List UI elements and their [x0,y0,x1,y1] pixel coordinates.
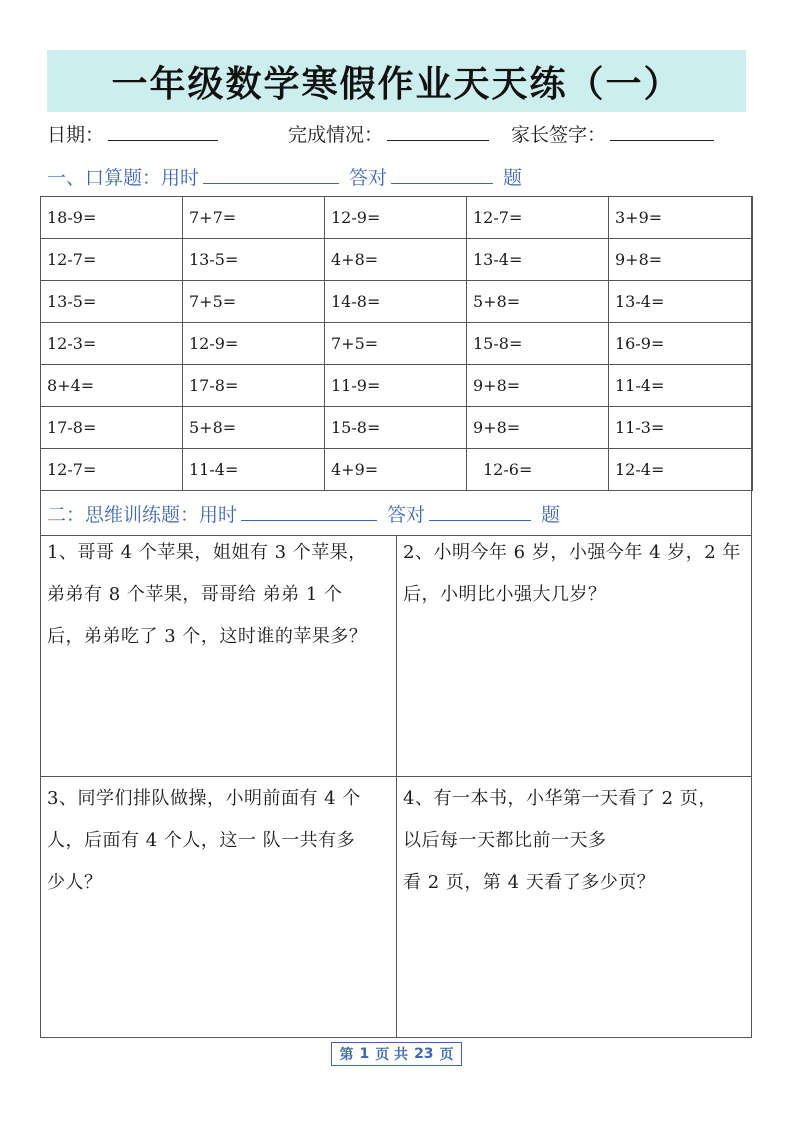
arithmetic-cell[interactable]: 16-9= [609,323,753,365]
problem-line: 3、同学们排队做操，小明前面有 4 个 [47,788,361,809]
problem-line: 4、有一本书，小华第一天看了 2 页， [403,788,717,809]
arithmetic-cell[interactable]: 4+9= [325,449,467,491]
date-blank[interactable] [108,122,218,141]
problem-line: 人，后面有 4 个人，这一 队一共有多 [47,830,356,851]
arithmetic-cell[interactable]: 5+8= [467,281,609,323]
arithmetic-cell[interactable]: 11-4= [609,365,753,407]
arithmetic-cell[interactable]: 11-4= [183,449,325,491]
page-title: 一年级数学寒假作业天天练（一） [111,63,682,105]
section1-correct-label: 答对 [349,167,388,189]
arithmetic-cell[interactable]: 13-4= [609,281,753,323]
arithmetic-cell[interactable]: 12-6= [467,449,609,491]
page-mid: 页 共 [375,1047,409,1063]
completion-blank[interactable] [387,122,489,141]
parent-signature-field[interactable] [511,120,714,147]
table-row [41,197,753,239]
table-row [41,407,753,449]
problem-1[interactable] [47,532,392,658]
parent-signature-label: 家长签字： [511,124,607,146]
problem-line: 看 2 页，第 4 天看了多少页？ [403,872,656,893]
section2-correct-label: 答对 [387,504,426,526]
page-indicator [331,1042,462,1066]
arithmetic-cell[interactable]: 7+5= [183,281,325,323]
divider-line [396,535,397,1038]
arithmetic-cell[interactable]: 11-9= [325,365,467,407]
problem-2[interactable] [403,532,748,616]
arithmetic-cell[interactable]: 12-3= [41,323,183,365]
table-row [41,449,753,491]
problem-line: 少人？ [47,872,103,893]
info-row [47,120,747,150]
problem-line: 1、哥哥 4 个苹果，姐姐有 3 个苹果， [47,542,367,563]
arithmetic-cell[interactable]: 9+8= [467,407,609,449]
section2-unit: 题 [541,504,561,526]
arithmetic-cell[interactable]: 9+8= [467,365,609,407]
arithmetic-cell[interactable]: 13-5= [183,239,325,281]
arithmetic-cell[interactable]: 17-8= [183,365,325,407]
date-field[interactable] [47,120,218,147]
arithmetic-cell[interactable]: 15-8= [325,407,467,449]
section1-time-blank[interactable] [203,163,339,184]
arithmetic-cell[interactable]: 4+8= [325,239,467,281]
title-banner [47,50,746,112]
problem-line: 2、小明今年 6 岁，小强今年 4 岁，2 年 [403,542,741,563]
arithmetic-cell[interactable]: 7+5= [325,323,467,365]
arithmetic-table [40,196,753,491]
page-suffix: 页 [439,1047,454,1063]
table-row [41,365,753,407]
section2-heading [47,500,560,527]
completion-label: 完成情况： [288,124,384,146]
section1-heading [47,163,522,190]
arithmetic-cell[interactable]: 5+8= [183,407,325,449]
parent-signature-blank[interactable] [610,122,714,141]
arithmetic-cell[interactable]: 8+4= [41,365,183,407]
section2-label: 二：思维训练题：用时 [47,504,238,526]
section1-label: 一、口算题：用时 [47,167,200,189]
section1-correct-blank[interactable] [391,163,493,184]
section2-correct-blank[interactable] [429,500,531,521]
arithmetic-cell[interactable]: 14-8= [325,281,467,323]
table-row [41,323,753,365]
arithmetic-cell[interactable]: 12-7= [41,239,183,281]
problem-3[interactable] [47,778,392,904]
table-row [41,239,753,281]
problem-4[interactable] [403,778,748,904]
table-row [41,281,753,323]
problem-line: 弟弟有 8 个苹果，哥哥给 弟弟 1 个 [47,584,343,605]
page-prefix: 第 [339,1047,354,1063]
problem-line: 后，小明比小强大几岁？ [403,584,607,605]
problem-line: 以后每一天都比前一天多 [403,830,607,851]
completion-field[interactable] [288,120,489,147]
arithmetic-cell[interactable]: 15-8= [467,323,609,365]
problem-line: 后，弟弟吃了 3 个，这时谁的苹果多？ [47,626,368,647]
arithmetic-cell[interactable]: 12-7= [41,449,183,491]
section2-time-blank[interactable] [241,500,377,521]
arithmetic-cell[interactable]: 11-3= [609,407,753,449]
page-total: 23 [414,1046,434,1062]
arithmetic-cell[interactable]: 12-7= [467,197,609,239]
arithmetic-cell[interactable]: 9+8= [609,239,753,281]
arithmetic-cell[interactable]: 18-9= [41,197,183,239]
arithmetic-cell[interactable]: 12-9= [325,197,467,239]
arithmetic-cell[interactable]: 3+9= [609,197,753,239]
arithmetic-cell[interactable]: 13-4= [467,239,609,281]
arithmetic-cell[interactable]: 13-5= [41,281,183,323]
page-number: 1 [359,1046,370,1062]
date-label: 日期： [47,124,105,146]
section1-unit: 题 [503,167,523,189]
arithmetic-cell[interactable]: 12-4= [609,449,753,491]
arithmetic-cell[interactable]: 7+7= [183,197,325,239]
arithmetic-cell[interactable]: 17-8= [41,407,183,449]
arithmetic-cell[interactable]: 12-9= [183,323,325,365]
